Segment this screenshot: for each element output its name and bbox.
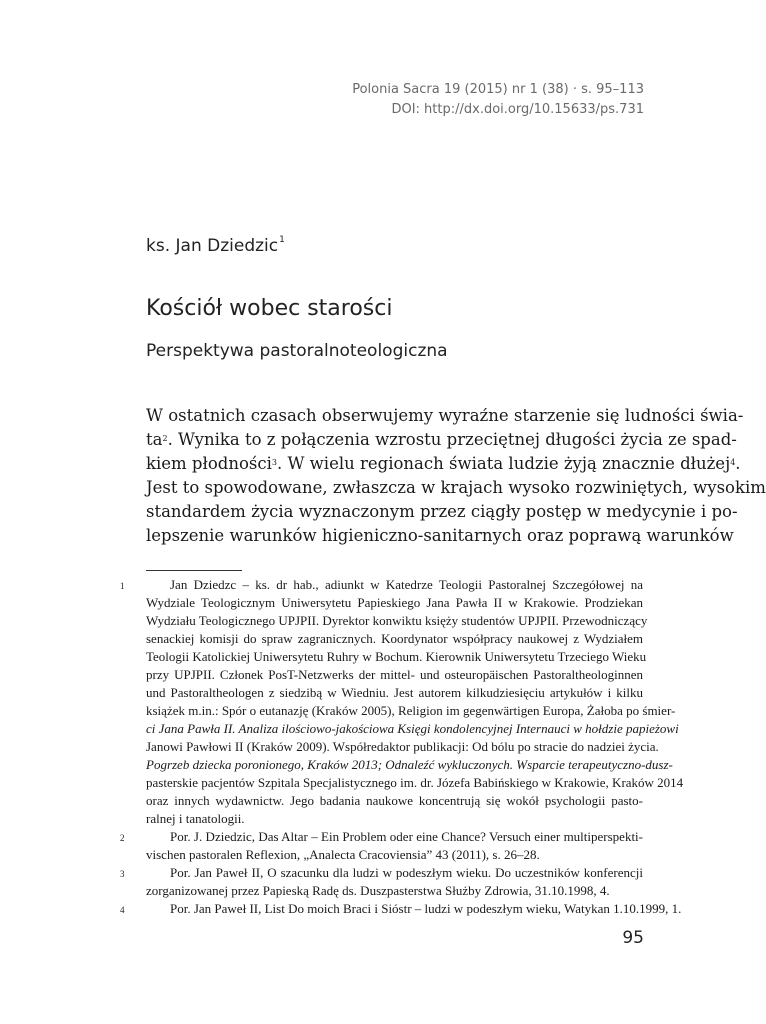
footnote-1-line: oraz innych wydawnictw. Jego badania naukowe koncentrują się wokół psychologii pasto- bbox=[146, 793, 643, 808]
footnotes bbox=[120, 576, 684, 918]
footnote-ref[interactable]: 4 bbox=[730, 458, 736, 467]
footnote-ref[interactable]: 1 bbox=[279, 235, 285, 245]
body-line: standardem życia wyznaczonym przez ciągły postęp w medycynie i po- bbox=[146, 502, 738, 521]
body-line: kiem płodności$^3$. W wielu regionach świata ludzie żyją znacznie dłużej$^4$. bbox=[146, 454, 741, 473]
footnote-1-line: ci Jana Pawła II. Analiza ilościowo-jakościowa Księgi kondolencyjnej Internauci w hołdzie papieżowi bbox=[146, 721, 679, 736]
footnote-2-line: vischen pastoralen Reflexion, „Analecta Cracoviensia” 43 (2011), s. 26–28. bbox=[146, 847, 540, 862]
footnote-1-line: und Pastoraltheologen z siedzibą w Wiedniu. Jest autorem kilkudziesięciu artykułów i kilku bbox=[146, 685, 643, 700]
footnote-ref[interactable]: 2 bbox=[162, 434, 168, 443]
footnote-1-line: Pogrzeb dziecka poronionego, Kraków 2013; Odnaleźć wykluczonych. Wsparcie terapeutyczno-dusz- bbox=[146, 757, 673, 772]
footnote-1-line: książek m.in.: Spór o eutanazję (Kraków 2005), Religion im gegenwärtigen Europa, Żałoba po śmier- bbox=[146, 703, 676, 718]
footnote-1-line: ralnej i tanatologii. bbox=[146, 811, 245, 826]
footnote-number: 4 bbox=[120, 905, 125, 915]
footnote-ref[interactable]: 3 bbox=[271, 458, 277, 467]
footnote-1-line: 1 Jan Dziedzc – ks. dr hab., adiunkt w Katedrze Teologii Pastoralnej Szczegółowej na bbox=[120, 576, 643, 594]
journal-citation: Polonia Sacra 19 (2015) nr 1 (38) · s. 95–113 bbox=[352, 82, 644, 97]
author-line bbox=[146, 236, 285, 256]
footnote-1-line: Wydziale Teologicznym Uniwersytetu Papieskiego Jana Pawła II w Krakowie. Prodziekan bbox=[146, 595, 643, 610]
body-line: W ostatnich czasach obserwujemy wyraźne starzenie się ludności świa- bbox=[146, 406, 744, 425]
footnote-4-line: 4 Por. Jan Paweł II, List Do moich Braci i Sióstr – ludzi w podeszłym wieku, Watykan 1.10.1999, 1. bbox=[120, 900, 643, 918]
article-title: Kościół wobec starości bbox=[146, 296, 393, 321]
footnote-1-line: Teologii Katolickiej Uniwersytetu Ruhry w Bochum. Kierownik Uniwersytetu Trzeciego Wieku bbox=[146, 649, 647, 664]
footnote-number: 3 bbox=[120, 869, 125, 879]
footnote-separator bbox=[146, 570, 242, 571]
article-subtitle: Perspektywa pastoralnoteologiczna bbox=[146, 341, 448, 361]
footnote-1-line: pasterskie pacjentów Szpitala Specjalistycznego im. dr. Józefa Babińskiego w Krakowie, Kraków 2014 bbox=[146, 775, 684, 790]
footnote-1-line: przy UPJPII. Członek PosT-Netzwerks der mittel- und osteuropäischen Pastoraltheologinnen bbox=[146, 667, 643, 682]
doi-link[interactable]: DOI: http://dx.doi.org/10.15633/ps.731 bbox=[391, 102, 644, 117]
footnote-number: 1 bbox=[120, 581, 125, 591]
author-name: ks. Jan Dziedzic bbox=[146, 236, 279, 256]
page-number: 95 bbox=[622, 928, 644, 948]
footnote-1-line: Wydziału Teologicznego UPJPII. Dyrektor konwiktu księży studentów UPJPII. Przewodniczący bbox=[146, 613, 648, 628]
footnote-number: 2 bbox=[120, 833, 125, 843]
journal-header bbox=[352, 80, 644, 120]
footnote-2-line: 2 Por. J. Dziedzic, Das Altar – Ein Problem oder eine Chance? Versuch einer multiperspekti- bbox=[120, 828, 643, 846]
footnote-3-line: 3 Por. Jan Paweł II, O szacunku dla ludzi w podeszłym wieku. Do uczestników konferencji bbox=[120, 864, 643, 882]
body-line: Jest to spowodowane, zwłaszcza w krajach wysoko rozwiniętych, wysokim bbox=[146, 478, 766, 497]
footnote-1-line: Janowi Pawłowi II (Kraków 2009). Współredaktor publikacji: Od bólu po stracie do nadziei życia. bbox=[146, 739, 659, 754]
footnote-3-line: zorganizowanej przez Papieską Radę ds. Duszpasterstwa Służby Zdrowia, 31.10.1998, 4. bbox=[146, 883, 610, 898]
body-text bbox=[146, 404, 766, 548]
body-line: $ta^2$. Wynika to z połączenia wzrostu przeciętnej długości życia ze spad- bbox=[146, 430, 737, 449]
footnote-1-line: senackiej komisji do spraw zagranicznych. Koordynator współpracy naukowej z Wydziałem bbox=[146, 631, 643, 646]
body-line: lepszenie warunków higieniczno-sanitarnych oraz poprawą warunków bbox=[146, 526, 734, 545]
